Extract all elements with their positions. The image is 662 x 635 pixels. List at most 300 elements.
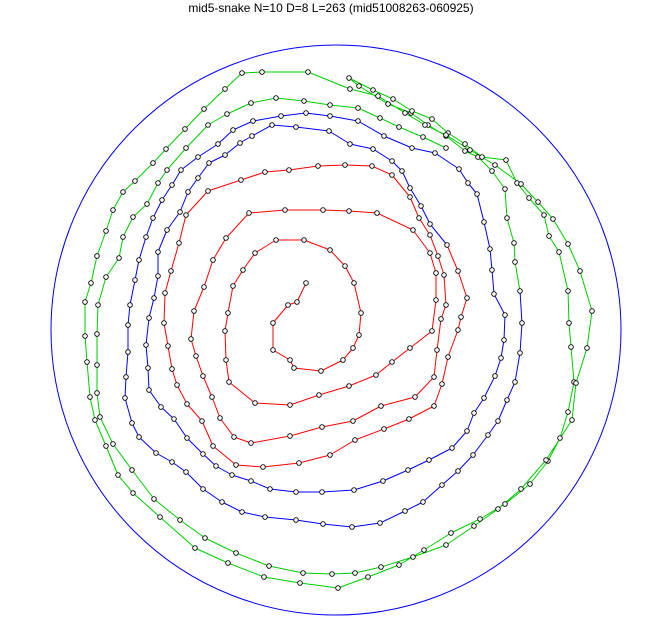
snake-vertex xyxy=(417,216,422,221)
snake-vertex xyxy=(159,405,164,410)
snake-vertex xyxy=(227,380,232,385)
snake-vertex xyxy=(83,300,88,305)
snake-vertex xyxy=(411,555,416,560)
snake-vertex xyxy=(263,170,268,175)
snake-vertex xyxy=(126,350,131,355)
snake-vertex xyxy=(475,192,480,197)
snake-vertex xyxy=(184,146,189,151)
snake-vertex xyxy=(223,87,228,92)
snake-vertex xyxy=(503,502,508,507)
snake-vertex xyxy=(156,181,161,186)
snake-vertex xyxy=(493,374,498,379)
snake-vertex xyxy=(445,243,450,248)
snake-vertex xyxy=(85,360,90,365)
snake-vertex xyxy=(104,275,109,280)
snake-vertex xyxy=(193,546,198,551)
snake-vertex xyxy=(249,479,254,484)
snake-vertex xyxy=(301,571,306,576)
snake-vertex xyxy=(378,116,383,121)
snake-vertex xyxy=(428,222,433,227)
snake-vertex xyxy=(371,88,376,93)
snake-vertex xyxy=(250,134,255,139)
snake-vertex xyxy=(223,153,228,158)
snake-vertex xyxy=(249,441,254,446)
snake-vertex xyxy=(225,112,230,117)
snake-vertex xyxy=(590,309,595,314)
snake-vertex xyxy=(231,284,236,289)
snake-vertex xyxy=(490,268,495,273)
snake-segment-3 xyxy=(85,72,592,588)
snake-vertex xyxy=(249,101,254,106)
snake-vertex xyxy=(162,321,167,326)
snake-vertex xyxy=(144,235,149,240)
snake-paths xyxy=(85,72,592,588)
snake-vertex xyxy=(544,458,549,463)
snake-vertex xyxy=(185,402,190,407)
snake-vertex xyxy=(262,575,267,580)
snake-vertex xyxy=(428,233,433,238)
snake-vertex xyxy=(466,181,471,186)
snake-vertex xyxy=(456,269,461,274)
snake-vertex xyxy=(93,418,98,423)
snake-vertex xyxy=(152,497,157,502)
snake-vertex xyxy=(200,419,205,424)
snake-vertex xyxy=(260,70,265,75)
snake-vertex xyxy=(480,155,485,160)
snake-vertex xyxy=(146,366,151,371)
snake-vertex xyxy=(184,213,189,218)
snake-vertex xyxy=(131,215,136,220)
snake-vertex xyxy=(223,329,228,334)
snake-vertex xyxy=(465,296,470,301)
snake-vertex xyxy=(216,142,221,147)
snake-vertex xyxy=(319,369,324,374)
snake-vertex xyxy=(253,251,258,256)
snake-vertex xyxy=(551,217,556,222)
snake-vertex xyxy=(518,351,523,356)
snake-vertex xyxy=(457,167,462,172)
snake-vertex xyxy=(352,488,357,493)
snake-vertex xyxy=(440,483,445,488)
snake-vertex xyxy=(341,358,346,363)
snake-vertex xyxy=(263,515,268,520)
snake-vertex xyxy=(351,346,356,351)
snake-vertex xyxy=(406,468,411,473)
snake-vertex xyxy=(567,321,572,326)
snake-vertex xyxy=(218,416,223,421)
snake-vertex xyxy=(137,258,142,263)
snake-vertex xyxy=(505,216,510,221)
snake-vertex xyxy=(202,107,207,112)
snake-vertex xyxy=(274,238,279,243)
snake-vertex xyxy=(482,396,487,401)
snake-vertex xyxy=(478,517,483,522)
snake-vertex xyxy=(156,250,161,255)
snake-vertex xyxy=(505,398,510,403)
snake-vertex xyxy=(239,178,244,183)
snake-vertex xyxy=(177,241,182,246)
snake-vertex xyxy=(456,469,461,474)
snake-vertex xyxy=(427,458,432,463)
snake-vertex xyxy=(128,303,133,308)
snake-vertex xyxy=(170,367,175,372)
snake-vertex xyxy=(220,500,225,505)
snake-vertex xyxy=(376,94,381,99)
snake-vertex xyxy=(196,155,201,160)
snake-vertex xyxy=(350,525,355,530)
snake-vertex xyxy=(201,374,206,379)
snake-vertex xyxy=(356,106,361,111)
snake-vertex xyxy=(488,247,493,252)
snake-vertices xyxy=(83,70,595,591)
snake-vertex xyxy=(472,411,477,416)
snake-vertex xyxy=(137,435,142,440)
snake-vertex xyxy=(321,208,326,213)
snake-vertex xyxy=(178,210,183,215)
snake-vertex xyxy=(397,563,402,568)
snake-vertex xyxy=(370,164,375,169)
snake-vertex xyxy=(238,141,243,146)
snake-vertex xyxy=(175,383,180,388)
snake-vertex xyxy=(207,161,212,166)
snake-vertex xyxy=(446,355,451,360)
snake-vertex xyxy=(390,173,395,178)
snake-vertex xyxy=(287,168,292,173)
snake-vertex xyxy=(382,427,387,432)
snake-vertex xyxy=(518,289,523,294)
snake-vertex xyxy=(496,419,501,424)
snake-vertex xyxy=(111,442,116,447)
snake-vertex xyxy=(89,281,94,286)
snake-vertex xyxy=(359,311,364,316)
snake-vertex xyxy=(154,451,159,456)
snake-vertex xyxy=(436,254,441,259)
snake-vertex xyxy=(528,482,533,487)
snake-vertex xyxy=(230,473,235,478)
snake-vertex xyxy=(343,163,348,168)
snake-segment-1 xyxy=(164,165,467,467)
snake-vertex xyxy=(267,564,272,569)
snake-vertex xyxy=(386,102,391,107)
snake-vertex xyxy=(147,316,152,321)
snake-vertex xyxy=(297,461,302,466)
snake-vertex xyxy=(357,333,362,338)
snake-segment-2 xyxy=(125,113,522,527)
snake-vertex xyxy=(270,123,275,128)
snake-vertex xyxy=(288,358,293,363)
snake-vertex xyxy=(294,490,299,495)
snake-vertex xyxy=(440,382,445,387)
snake-vertex xyxy=(189,337,194,342)
snake-vertex xyxy=(126,323,131,328)
snake-vertex xyxy=(203,536,208,541)
snake-vertex xyxy=(490,169,495,174)
snake-vertex xyxy=(234,551,239,556)
snake-vertex xyxy=(432,375,437,380)
snake-vertex xyxy=(96,303,101,308)
snake-vertex xyxy=(371,147,376,152)
snake-vertex xyxy=(578,269,583,274)
snake-vertex xyxy=(566,242,571,247)
snake-vertex xyxy=(166,344,171,349)
snake-vertex xyxy=(95,363,100,368)
snake-vertex xyxy=(111,208,116,213)
snake-vertex xyxy=(513,260,518,265)
snake-vertex xyxy=(439,317,444,322)
snake-vertex xyxy=(519,182,524,187)
snake-vertex xyxy=(536,200,541,205)
snake-vertex xyxy=(163,291,168,296)
snake-vertex xyxy=(327,129,332,134)
snake-vertex xyxy=(302,238,307,243)
snake-vertex xyxy=(320,490,325,495)
snake-vertex xyxy=(121,190,126,195)
snake-vertex xyxy=(496,507,501,512)
snake-vertex xyxy=(261,465,266,470)
snake-vertex xyxy=(178,518,183,523)
snake-vertex xyxy=(224,358,229,363)
snake-vertex xyxy=(304,281,309,286)
snake-vertex xyxy=(391,97,396,102)
snake-vertex xyxy=(130,468,135,473)
snake-vertex xyxy=(459,315,464,320)
snake-vertex xyxy=(179,168,184,173)
snake-vertex xyxy=(304,111,309,116)
snake-vertex xyxy=(268,487,273,492)
snake-vertex xyxy=(527,196,532,201)
snake-vertex xyxy=(286,303,291,308)
snake-vertex xyxy=(428,251,433,256)
snake-vertex xyxy=(374,373,379,378)
snake-vertex xyxy=(566,410,571,415)
snake-vertex xyxy=(294,125,299,130)
snake-vertex xyxy=(206,189,211,194)
snake-vertex xyxy=(465,429,470,434)
snake-vertex xyxy=(317,393,322,398)
snake-vertex xyxy=(482,220,487,225)
snake-vertex xyxy=(422,548,427,553)
snake-vertex xyxy=(147,388,152,393)
snake-vertex xyxy=(152,296,157,301)
snake-vertex xyxy=(348,87,353,92)
snake-vertex xyxy=(557,250,562,255)
snake-vertex xyxy=(486,433,491,438)
snake-vertex xyxy=(574,381,579,386)
snake-vertex xyxy=(347,384,352,389)
snake-vertex xyxy=(83,334,88,339)
snake-vertex xyxy=(472,524,477,529)
snake-vertex xyxy=(298,581,303,586)
snake-vertex xyxy=(450,446,455,451)
snake-vertex xyxy=(347,209,352,214)
snake-vertex xyxy=(357,84,362,89)
snake-vertex xyxy=(271,321,276,326)
snake-vertex xyxy=(183,127,188,132)
snake-vertex xyxy=(499,356,504,361)
snake-vertex xyxy=(407,417,412,422)
snake-vertex xyxy=(366,575,371,580)
snake-vertex xyxy=(104,444,109,449)
snake-vertex xyxy=(513,380,518,385)
snake-vertex xyxy=(283,208,288,213)
snake-vertex xyxy=(471,453,476,458)
snake-vertex xyxy=(353,571,358,576)
snake-vertex xyxy=(434,271,439,276)
snake-vertex xyxy=(247,211,252,216)
snake-vertex xyxy=(379,565,384,570)
snake-vertex xyxy=(170,183,175,188)
snake-vertex xyxy=(186,190,191,195)
snake-vertex xyxy=(104,229,109,234)
snake-vertex xyxy=(570,418,575,423)
snake-vertex xyxy=(328,114,333,119)
snake-vertex xyxy=(400,169,405,174)
plot-title: mid5-snake N=10 D=8 L=263 (mid51008263-060925) xyxy=(188,1,474,15)
snake-vertex xyxy=(585,346,590,351)
snake-vertex xyxy=(302,99,307,104)
snake-vertex xyxy=(410,146,415,151)
snake-vertex xyxy=(444,146,449,151)
snake-vertex xyxy=(444,303,449,308)
snake-vertex xyxy=(379,404,384,409)
snake-vertex xyxy=(468,148,473,153)
snake-vertex xyxy=(434,298,439,303)
snake-vertex xyxy=(330,572,335,577)
snake-vertex xyxy=(295,300,300,305)
snake-vertex xyxy=(442,273,447,278)
snake-vertex xyxy=(328,248,333,253)
snake-vertex xyxy=(493,163,498,168)
snake-vertex xyxy=(378,521,383,526)
snake-vertex xyxy=(320,425,325,430)
snake-vertex xyxy=(423,123,428,128)
snake-vertex xyxy=(456,328,461,333)
snake-vertex xyxy=(170,460,175,465)
snake-vertex xyxy=(271,348,276,353)
snake-vertex xyxy=(210,395,215,400)
snake-vertex xyxy=(569,345,574,350)
snake-vertex xyxy=(145,202,150,207)
boundary-circle xyxy=(51,45,621,615)
snake-vertex xyxy=(226,311,231,316)
snake-vertex xyxy=(435,348,440,353)
snake-vertex xyxy=(502,338,507,343)
snake-vertex xyxy=(408,195,413,200)
snake-vertex xyxy=(403,111,408,116)
snake-vertex xyxy=(566,289,571,294)
snake-vertex xyxy=(348,142,353,147)
snake-vertex xyxy=(123,396,128,401)
snake-vertex xyxy=(413,395,418,400)
snake-vertex xyxy=(558,436,563,441)
snake-vertex xyxy=(306,70,311,75)
snake-vertex xyxy=(156,274,161,279)
snake-vertex xyxy=(336,586,341,591)
snake-vertex xyxy=(201,452,206,457)
snake-vertex xyxy=(316,164,321,169)
snake-vertex xyxy=(121,235,126,240)
snake-vertex xyxy=(430,117,435,122)
snake-vertex xyxy=(98,415,103,420)
snake-vertex xyxy=(232,435,237,440)
snake-vertex xyxy=(151,161,156,166)
snake-vertex xyxy=(116,473,121,478)
snake-vertex xyxy=(88,395,93,400)
snake-vertex xyxy=(184,470,189,475)
snake-vertex xyxy=(231,128,236,133)
snake-vertex xyxy=(211,258,216,263)
snake-vertex xyxy=(130,421,135,426)
snake-vertex xyxy=(503,313,508,318)
snake-vertex xyxy=(151,216,156,221)
snake-vertex xyxy=(463,142,468,147)
snake-vertex xyxy=(288,434,293,439)
snake-vertex xyxy=(351,419,356,424)
snake-vertex xyxy=(124,375,129,380)
snake-vertex xyxy=(430,329,435,334)
snake-vertex xyxy=(192,309,197,314)
snake-vertex xyxy=(403,509,408,514)
snake-vertex xyxy=(444,543,449,548)
snake-vertex xyxy=(234,463,239,468)
snake-vertex xyxy=(433,151,438,156)
snake-vertex xyxy=(408,346,413,351)
snake-vertex xyxy=(224,236,229,241)
snake-vertex xyxy=(294,518,299,523)
snake-vertex xyxy=(251,119,256,124)
snake-vertex xyxy=(352,281,357,286)
snake-vertex xyxy=(253,401,258,406)
snake-vertex xyxy=(214,464,219,469)
snake-vertex xyxy=(274,96,279,101)
snake-vertex xyxy=(164,147,169,152)
snake-vertex xyxy=(382,134,387,139)
snake-vertex xyxy=(240,510,245,515)
snake-vertex xyxy=(95,332,100,337)
snake-vertex xyxy=(117,256,122,261)
snake-vertex xyxy=(201,487,206,492)
snake-vertex xyxy=(133,278,138,283)
snake-vertex xyxy=(432,404,437,409)
snake-vertex xyxy=(202,285,207,290)
snake-vertex xyxy=(194,354,199,359)
snake-vertex xyxy=(144,343,149,348)
snake-vertex xyxy=(519,487,524,492)
snake-vertex xyxy=(160,198,165,203)
snake-vertex xyxy=(343,264,348,269)
snake-vertex xyxy=(158,515,163,520)
snake-vertex xyxy=(95,391,100,396)
snake-vertex xyxy=(547,234,552,239)
snake-vertex xyxy=(165,228,170,233)
snake-vertex xyxy=(240,71,245,76)
snake-vertex xyxy=(356,119,361,124)
snake-vertex xyxy=(408,186,413,191)
snake-vertex xyxy=(211,444,216,449)
snake-vertex xyxy=(95,254,100,259)
snake-vertex xyxy=(172,417,177,422)
snake-vertex xyxy=(226,561,231,566)
snake-vertex xyxy=(390,159,395,164)
snake-vertex xyxy=(492,292,497,297)
snake-vertex xyxy=(463,149,468,154)
snake-vertex xyxy=(185,436,190,441)
snake-vertex xyxy=(503,187,508,192)
snake-vertex xyxy=(390,360,395,365)
snake-vertex xyxy=(169,269,174,274)
snake-vertex xyxy=(410,109,415,114)
snake-vertex xyxy=(347,76,352,81)
